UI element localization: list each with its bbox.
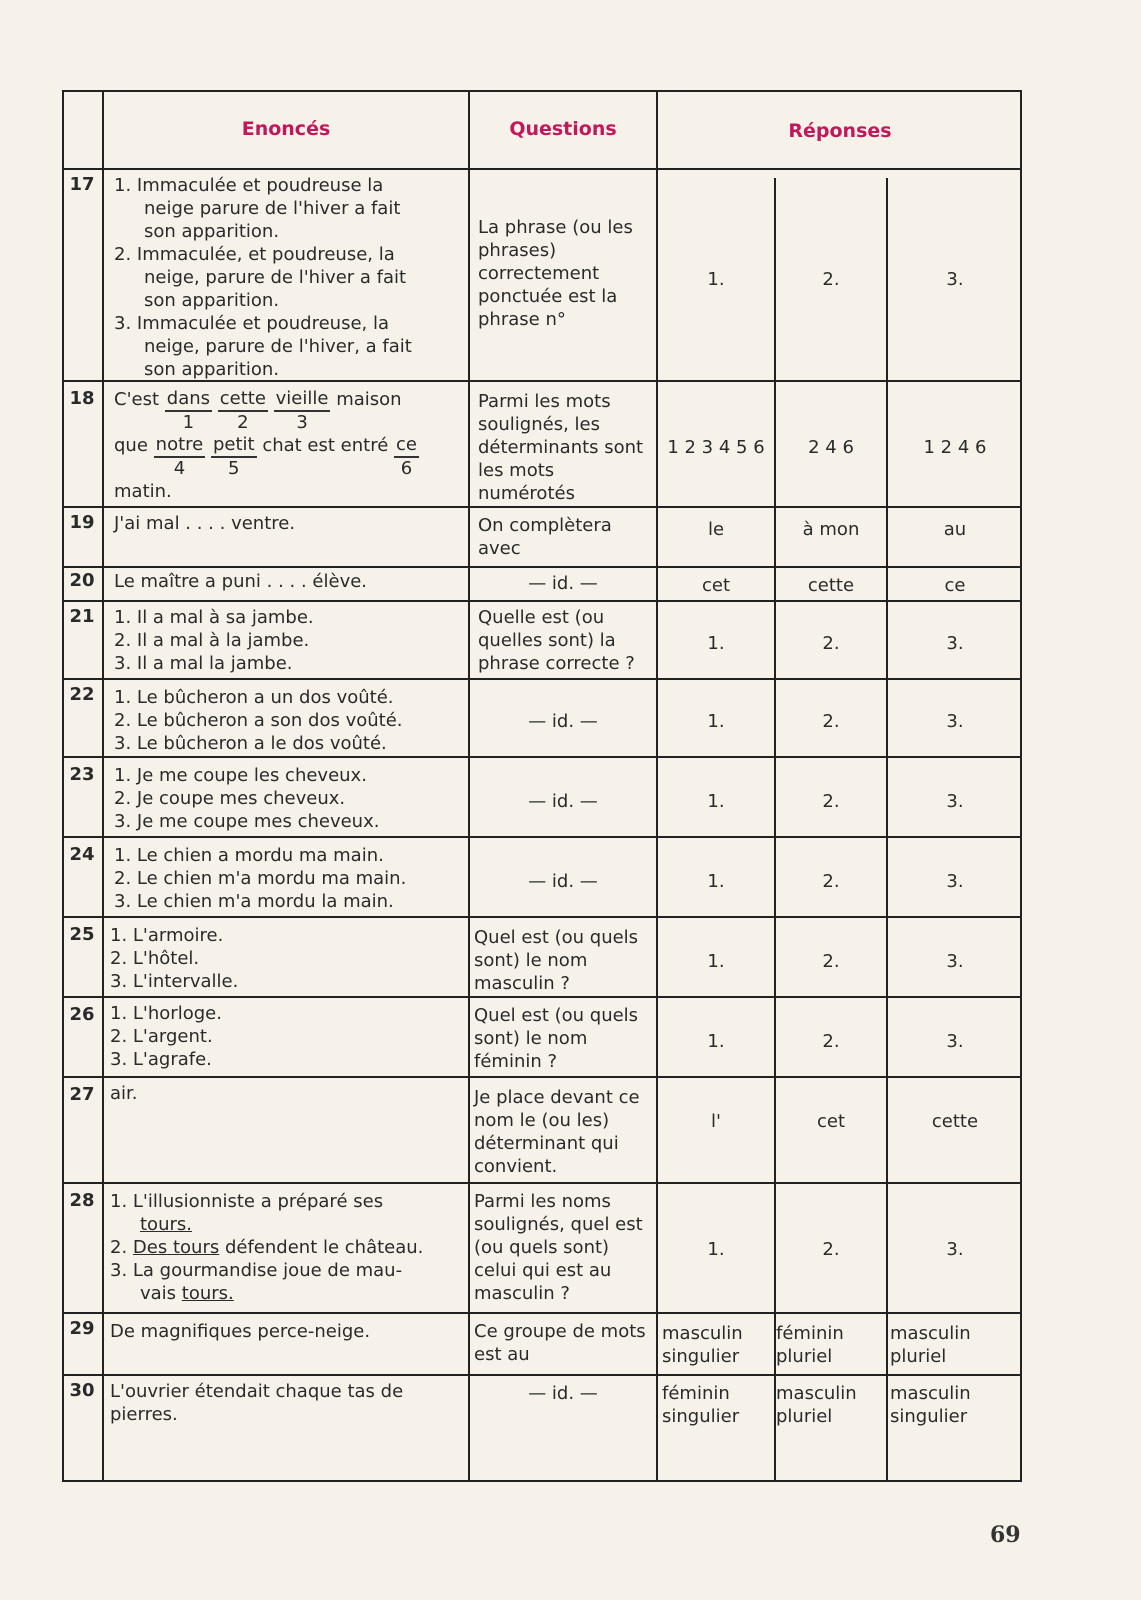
answer-option-1: 1. — [707, 791, 725, 812]
statement-word: que — [114, 435, 148, 456]
row-rule — [64, 506, 1022, 508]
answer-number: pluriel — [776, 1406, 833, 1427]
answer-option-2: 2. — [822, 711, 840, 732]
divider-enonces — [468, 92, 470, 1482]
divider-numbers — [102, 92, 104, 1482]
answer-option-1: 1. — [707, 871, 725, 892]
answer-option-2: à mon — [802, 519, 860, 540]
statement-word: 2. — [110, 1237, 128, 1258]
underlined-word: dans — [165, 388, 212, 412]
answer-option-2: cet — [816, 1111, 846, 1132]
statement-line: neige, parure de l'hiver, a fait — [144, 336, 412, 357]
underlined-word: tours. — [140, 1214, 192, 1235]
answer-option-1: 1. — [707, 711, 725, 732]
statement-line: 1. L'armoire. — [110, 925, 224, 946]
statement-line: 1. Le bûcheron a un dos voûté. — [114, 687, 394, 708]
answer-option-2: 2. — [822, 633, 840, 654]
answer-gender: masculin — [662, 1323, 743, 1344]
question-20: — id. — — [528, 573, 598, 594]
word-number: 5 — [228, 458, 240, 479]
row-number: 30 — [69, 1380, 95, 1401]
word-number: 1 — [182, 412, 195, 433]
statement-line: L'ouvrier étendait chaque tas de — [110, 1381, 404, 1402]
statement-line: pierres. — [110, 1404, 178, 1425]
row-rule — [64, 678, 1022, 680]
answer-gender: masculin — [890, 1323, 971, 1344]
statement-line: 3. Le bûcheron a le dos voûté. — [114, 733, 387, 754]
numbered-word — [394, 434, 419, 480]
statement-line: 3. Il a mal la jambe. — [114, 653, 293, 674]
divider-questions — [656, 92, 658, 1482]
question-27: Je place devant ce nom le (ou les) déterminant qui convient. — [474, 1087, 640, 1177]
word-number: 6 — [400, 458, 413, 479]
statement-word: tours — [172, 1237, 220, 1258]
statement-line: 3. La gourmandise joue de mau- — [110, 1260, 403, 1281]
row-number: 24 — [69, 844, 95, 865]
statement-line: 2. Le bûcheron a son dos voûté. — [114, 710, 403, 731]
answer-option-3: au — [943, 519, 967, 540]
header-rule — [64, 168, 1022, 170]
statement-line: 3. L'agrafe. — [110, 1049, 212, 1070]
answer-number: pluriel — [776, 1346, 833, 1367]
row-rule — [64, 1374, 1022, 1376]
divider-rep2 — [886, 178, 888, 1482]
exercise-table — [62, 90, 1022, 1482]
answer-option-1: 1 2 3 4 5 6 — [667, 437, 765, 458]
word-number: 3 — [296, 412, 308, 433]
statement-word: défendent le château. — [224, 1237, 424, 1258]
statement-line: 2. L'hôtel. — [110, 948, 200, 969]
answer-number: singulier — [890, 1406, 968, 1427]
divider-rep1 — [774, 178, 776, 1482]
statement-line: son apparition. — [144, 359, 280, 380]
underlined-word: cette — [218, 388, 268, 412]
answer-gender: féminin — [662, 1383, 730, 1404]
answer-number: pluriel — [890, 1346, 947, 1367]
numbered-word — [211, 434, 257, 480]
question-18: Parmi les mots soulignés, les déterminants sont les mots numérotés — [478, 391, 644, 504]
statement-20: Le maître a puni . . . . élève. — [114, 571, 368, 592]
row-rule — [64, 1182, 1022, 1184]
answer-option-1: 1. — [707, 633, 725, 654]
answer-option-1: 1. — [707, 951, 725, 972]
question-26: Quel est (ou quels sont) le nom féminin ? — [474, 1005, 639, 1072]
question-21: Quelle est (ou quelles sont) la phrase correcte ? — [478, 607, 635, 674]
header-reponses: Réponses — [788, 120, 892, 142]
statement-word: Des — [132, 1237, 168, 1258]
row-number: 27 — [69, 1084, 95, 1105]
row-number: 28 — [69, 1190, 95, 1211]
statement-18-line-1 — [114, 388, 402, 434]
answer-option-3 — [890, 1382, 1018, 1428]
answer-option-1: le — [707, 519, 725, 540]
row-rule — [64, 566, 1022, 568]
numbered-word — [154, 434, 206, 480]
answer-option-3: 3. — [946, 711, 964, 732]
answer-option-3: ce — [944, 575, 966, 596]
answer-option-3: cette — [931, 1111, 979, 1132]
question-22: — id. — — [528, 711, 598, 732]
row-number: 20 — [69, 570, 95, 591]
statement-line: neige, parure de l'hiver a fait — [144, 267, 407, 288]
row-number: 26 — [69, 1004, 95, 1025]
underlined-word: notre — [154, 434, 206, 458]
numbered-word — [218, 388, 268, 434]
answer-option-3: 3. — [946, 871, 964, 892]
answer-option-1: cet — [701, 575, 731, 596]
question-23: — id. — — [528, 791, 598, 812]
statement-line: 2. L'argent. — [110, 1026, 213, 1047]
statement-line: 3. Immaculée et poudreuse, la — [114, 313, 390, 334]
statement-line: 1. L'illusionniste a préparé ses — [110, 1191, 384, 1212]
answer-option-1: 1. — [707, 1239, 725, 1260]
row-number: 29 — [69, 1318, 95, 1339]
answer-gender: masculin — [890, 1383, 971, 1404]
answer-number: singulier — [662, 1406, 740, 1427]
statement-word: C'est — [114, 389, 160, 410]
row-number: 25 — [69, 924, 95, 945]
row-rule — [64, 600, 1022, 602]
statement-line: neige parure de l'hiver a fait — [144, 198, 401, 219]
question-25: Quel est (ou quels sont) le nom masculin ? — [474, 927, 639, 994]
statement-line: 1. Le chien a mordu ma main. — [114, 845, 384, 866]
question-19: On complètera avec — [478, 515, 612, 559]
statement-line — [110, 1236, 423, 1259]
row-rule — [64, 1312, 1022, 1314]
answer-option-3: 3. — [946, 633, 964, 654]
underlined-word: ce — [394, 434, 419, 458]
answer-option-3: 3. — [946, 791, 964, 812]
answer-option-2: 2. — [822, 1239, 840, 1260]
row-number: 23 — [69, 764, 95, 785]
answer-option-1: 1. — [707, 269, 725, 290]
row-rule — [64, 756, 1022, 758]
word-number: 2 — [237, 412, 249, 433]
row-rule — [64, 996, 1022, 998]
statement-line: son apparition. — [144, 290, 280, 311]
statement-line: 2. Le chien m'a mordu ma main. — [114, 868, 407, 889]
statement-word: vais — [140, 1283, 177, 1304]
answer-option-3: 3. — [946, 269, 964, 290]
statement-29: De magnifiques perce-neige. — [110, 1321, 371, 1342]
statement-word: maison — [336, 389, 402, 410]
answer-option-3: 3. — [946, 1239, 964, 1260]
statement-line: 1. Il a mal à sa jambe. — [114, 607, 314, 628]
statement-18-line-2 — [114, 434, 419, 480]
answer-option-2 — [776, 1382, 882, 1428]
page-number: 69 — [990, 1522, 1021, 1548]
statement-word: chat est entré — [262, 435, 389, 456]
statement-line: 1. Je me coupe les cheveux. — [114, 765, 367, 786]
statement-line: 2. Immaculée, et poudreuse, la — [114, 244, 395, 265]
numbered-word — [274, 388, 331, 434]
underlined-word: vieille — [274, 388, 331, 412]
question-29: Ce groupe de mots est au — [474, 1321, 646, 1365]
statement-line: 1. Immaculée et poudreuse la — [114, 175, 384, 196]
underlined-word: tours. — [181, 1283, 234, 1304]
answer-gender: féminin — [776, 1323, 844, 1344]
answer-gender: masculin — [776, 1383, 857, 1404]
header-enonces: Enoncés — [241, 118, 331, 140]
question-28: Parmi les noms soulignés, quel est (ou quels sont) celui qui est au masculin ? — [474, 1191, 643, 1304]
underlined-word — [133, 1237, 219, 1258]
answer-option-2: 2. — [822, 1031, 840, 1052]
answer-option-2 — [776, 1322, 882, 1368]
question-24: — id. — — [528, 871, 598, 892]
row-rule — [64, 916, 1022, 918]
statement-line: 1. L'horloge. — [110, 1003, 222, 1024]
answer-option-1: l' — [711, 1111, 721, 1132]
answer-option-1: 1. — [707, 1031, 725, 1052]
statement-line — [140, 1282, 234, 1305]
statement-19: J'ai mal . . . . ventre. — [114, 513, 296, 534]
row-number: 21 — [69, 606, 95, 627]
statement-line: 2. Il a mal à la jambe. — [114, 630, 310, 651]
answer-option-2: 2. — [822, 791, 840, 812]
question-17: La phrase (ou les phrases) correctement ponctuée est la phrase n° — [478, 217, 633, 330]
statement-27: air. — [110, 1083, 138, 1104]
statement-line: son apparition. — [144, 221, 280, 242]
answer-option-2: 2. — [822, 951, 840, 972]
header-questions: Questions — [509, 118, 617, 140]
underlined-word: petit — [211, 434, 257, 458]
answer-option-3: 3. — [946, 951, 964, 972]
word-number: 4 — [173, 458, 186, 479]
row-number: 19 — [69, 512, 95, 533]
answer-option-3: 3. — [946, 1031, 964, 1052]
answer-option-2: 2. — [822, 871, 840, 892]
answer-option-2: cette — [807, 575, 855, 596]
statement-line: 2. Je coupe mes cheveux. — [114, 788, 346, 809]
statement-line: 3. L'intervalle. — [110, 971, 239, 992]
question-30: — id. — — [528, 1383, 598, 1404]
answer-option-2: 2 4 6 — [808, 437, 854, 458]
answer-option-3: 1 2 4 6 — [923, 437, 987, 458]
answer-option-1 — [662, 1322, 772, 1368]
row-number: 18 — [69, 388, 95, 409]
row-rule — [64, 836, 1022, 838]
statement-line: 3. Je me coupe mes cheveux. — [114, 811, 380, 832]
statement-line: 3. Le chien m'a mordu la main. — [114, 891, 394, 912]
row-number: 17 — [69, 174, 95, 195]
numbered-word — [165, 388, 212, 434]
statement-18-line-3: matin. — [114, 481, 172, 502]
answer-option-1 — [662, 1382, 772, 1428]
row-number: 22 — [69, 684, 95, 705]
answer-option-3 — [890, 1322, 1018, 1368]
row-rule — [64, 1076, 1022, 1078]
answer-option-2: 2. — [822, 269, 840, 290]
answer-number: singulier — [662, 1346, 740, 1367]
